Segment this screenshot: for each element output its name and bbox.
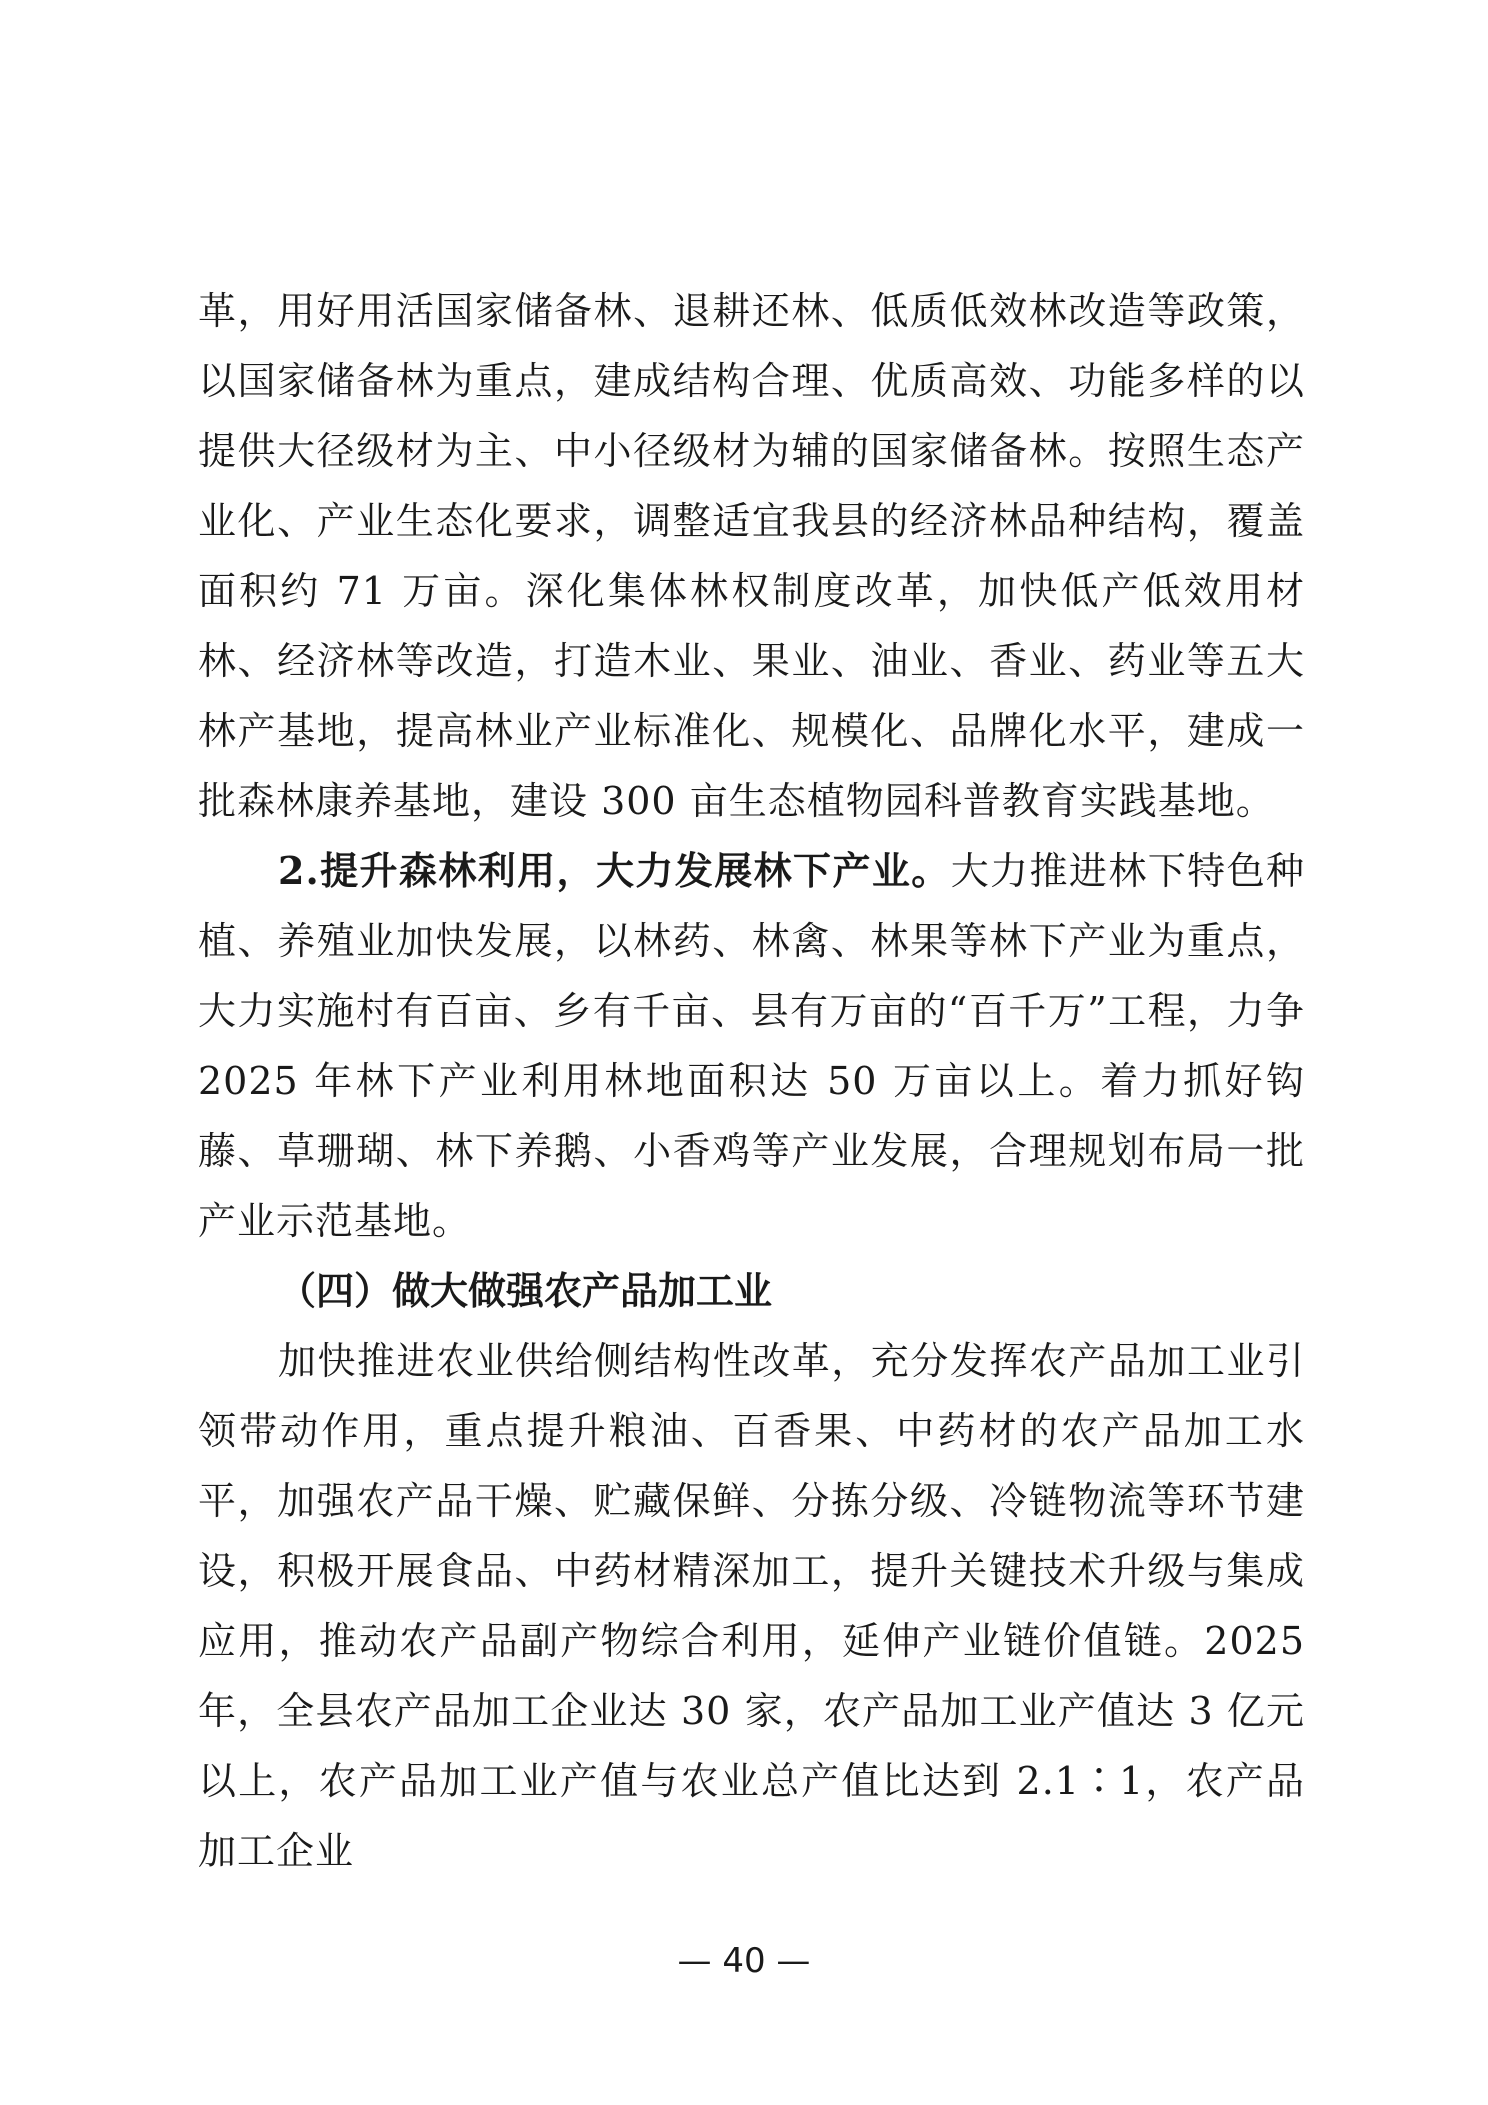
body-text xyxy=(198,276,1305,1886)
paragraph-lead-heading: 2.提升森林利用，大力发展林下产业。 xyxy=(278,848,951,893)
paragraph-body: 大力推进林下特色种植、养殖业加快发展，以林药、林禽、林果等林下产业为重点，大力实施村有百亩、乡有千亩、县有万亩的“百千万”工程，力争 2025 年林下产业利用林地面积达 50 万亩以上。着力抓好钩藤、草珊瑚、林下养鹅、小香鸡等产业发展，合理规划布局一批产业示范基地。 xyxy=(198,849,1305,1243)
paragraph-forestry-reform: 革，用好用活国家储备林、退耕还林、低质低效林改造等政策，以国家储备林为重点，建成结构合理、优质高效、功能多样的以提供大径级材为主、中小径级材为辅的国家储备林。按照生态产业化、产业生态化要求，调整适宜我县的经济林品种结构，覆盖面积约 71 万亩。深化集体林权制度改革，加快低产低效用材林、经济林等改造，打造木业、果业、油业、香业、药业等五大林产基地，提高林业产业标准化、规模化、品牌化水平，建成一批森林康养基地，建设 300 亩生态植物园科普教育实践基地。 xyxy=(198,289,1305,823)
section-heading: （四）做大做强农产品加工业 xyxy=(278,1268,773,1313)
paragraph-agri-processing: 加快推进农业供给侧结构性改革，充分发挥农产品加工业引领带动作用，重点提升粮油、百香果、中药材的农产品加工水平，加强农产品干燥、贮藏保鲜、分拣分级、冷链物流等环节建设，积极开展食品、中药材精深加工，提升关键技术升级与集成应用，推动农产品副产物综合利用，延伸产业链价值链。2025 年，全县农产品加工企业达 30 家，农产品加工业产值达 3 亿元以上，农产品加工业产值与农业总产值比达到 2.1∶1，农产品加工企业 xyxy=(198,1339,1305,1873)
page-number: — 40 — xyxy=(677,1941,811,1981)
paragraph-understory-industry xyxy=(198,836,1305,1256)
